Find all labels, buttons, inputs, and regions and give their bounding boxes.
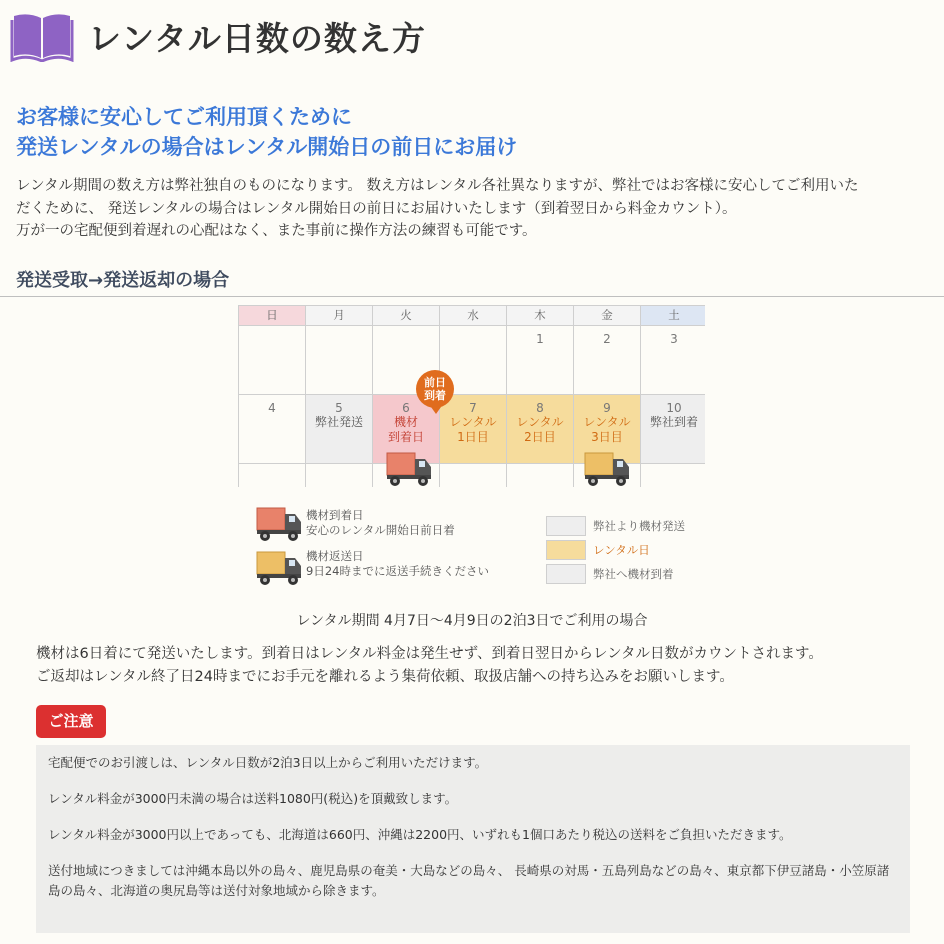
badge-line-1: 前日 <box>424 376 446 389</box>
weekday-fri: 金 <box>574 306 641 326</box>
day-label: 弊社発送 <box>314 415 363 429</box>
caution-note: レンタル料金が3000円以上であっても、北海道は660円、沖縄は2200円、いずれも1個口あたり税込の送料をご負担いただきます。 <box>48 827 792 842</box>
description-line-1: 機材は6日着にて発送いたします。到着日はレンタル料金は発生せず、到着日翌日からレンタル日数がカウントされます。 <box>36 646 823 662</box>
day-label: 3日目 <box>591 430 623 444</box>
day-cell <box>507 464 574 488</box>
day-cell-rental <box>440 395 507 464</box>
day-number: 9 <box>603 401 611 415</box>
legend-swatch-rental-label: レンタル日 <box>593 543 650 557</box>
legend-swatch-rental <box>546 540 586 560</box>
section-heading: 発送受取→発送返却の場合 <box>16 270 230 291</box>
day-label: 1日目 <box>457 430 489 444</box>
caution-note: 宅配便でのお引渡しは、レンタル日数が2泊3日以上からご利用いただけます。 <box>48 755 488 770</box>
page-header <box>10 8 426 64</box>
legend-swatch-return-label: 弊社へ機材到着 <box>593 567 674 581</box>
rental-calendar <box>238 305 705 487</box>
legend-arrival-title: 機材到着日 <box>306 508 364 522</box>
intro-line-1: レンタル期間の数え方は弊社独自のものになります。 数え方はレンタル各社異なりますが、弊社ではお客様に安心してご利用いた <box>16 178 859 194</box>
day-cell <box>574 326 641 395</box>
legend-swatch-ship <box>546 516 586 536</box>
day-number: 1 <box>536 332 544 346</box>
day-label: 機材 <box>393 415 418 429</box>
day-number: 5 <box>335 401 343 415</box>
weekday-sat: 土 <box>641 306 706 326</box>
day-cell-rental <box>507 395 574 464</box>
legend-return-desc: 9日24時までに返送手続きください <box>306 564 489 578</box>
day-label: 到着日 <box>387 430 424 444</box>
day-label: レンタル <box>583 415 631 429</box>
rental-description <box>36 643 916 689</box>
section-divider <box>0 296 944 297</box>
rental-period-text: レンタル期間 4月7日～4月9日の2泊3日でご利用の場合 <box>296 613 648 629</box>
delivery-truck-icon <box>386 449 432 487</box>
day-cell <box>440 464 507 488</box>
caution-notes <box>36 745 910 933</box>
return-truck-icon <box>584 449 630 487</box>
caution-note: 送付地域につきましては沖縄本島以外の島々、鹿児島県の奄美・大島などの島々、 長崎県の対馬・五島列島などの島々、東京都下伊豆諸島・小笠原諸島の島々、北海道の奥尻島等は送付対象地域から除きます。 <box>48 863 890 898</box>
intro-line-2: だくために、 発送レンタルの場合はレンタル開始日の前日にお届けいたします（到着翌日から料金カウント）。 <box>16 200 737 217</box>
day-number: 8 <box>536 401 544 415</box>
description-line-2: ご返却はレンタル終了日24時までにお手元を離れるよう集荷依頼、取扱店舗への持ち込みをお願いします。 <box>36 669 734 685</box>
badge-line-2: 到着 <box>424 389 446 402</box>
weekday-thu: 木 <box>507 306 574 326</box>
lead-line-2: 発送レンタルの場合はレンタル開始日の前日にお届け <box>16 135 518 159</box>
caution-badge: ご注意 <box>36 705 106 738</box>
book-icon <box>10 10 74 62</box>
day-cell-return <box>641 395 706 464</box>
weekday-sun: 日 <box>239 306 306 326</box>
day-number: 10 <box>666 401 682 415</box>
return-truck-legend-icon <box>256 548 302 586</box>
day-cell <box>641 326 706 395</box>
legend-arrival <box>306 508 455 538</box>
weekday-tue: 火 <box>373 306 440 326</box>
intro-line-3: 万が一の宅配便到着遅れの心配はなく、また事前に操作方法の練習も可能です。 <box>16 223 537 239</box>
lead-heading <box>16 102 517 162</box>
day-number: 6 <box>402 401 410 415</box>
day-cell <box>641 464 706 488</box>
legend-return <box>306 549 489 579</box>
day-cell <box>306 326 373 395</box>
lead-line-1: お客様に安心してご利用頂くために <box>16 105 352 129</box>
day-cell <box>507 326 574 395</box>
day-cell <box>239 464 306 488</box>
day-label: レンタル <box>516 415 564 429</box>
day-cell-ship <box>306 395 373 464</box>
day-cell <box>306 464 373 488</box>
day-cell <box>239 395 306 464</box>
day-number: 3 <box>670 332 678 346</box>
day-number: 7 <box>469 401 477 415</box>
weekday-mon: 月 <box>306 306 373 326</box>
page-title: レンタル日数の数え方 <box>88 18 426 58</box>
legend-swatch-return <box>546 564 586 584</box>
day-label: レンタル <box>449 415 497 429</box>
day-number: 4 <box>268 401 276 415</box>
day-number: 2 <box>603 332 611 346</box>
caution-note: レンタル料金が3000円未満の場合は送料1080円(税込)を頂戴致します。 <box>48 791 458 806</box>
intro-text <box>16 175 931 243</box>
legend-swatch-ship-label: 弊社より機材発送 <box>593 519 685 533</box>
weekday-wed: 水 <box>440 306 507 326</box>
day-label: 2日目 <box>524 430 556 444</box>
day-label: 弊社到着 <box>649 415 698 429</box>
legend-arrival-desc: 安心のレンタル開始日前日着 <box>306 523 455 537</box>
day-cell <box>239 326 306 395</box>
arrival-truck-legend-icon <box>256 504 302 542</box>
legend-return-title: 機材返送日 <box>306 549 364 563</box>
previous-day-arrival-badge <box>416 370 454 408</box>
